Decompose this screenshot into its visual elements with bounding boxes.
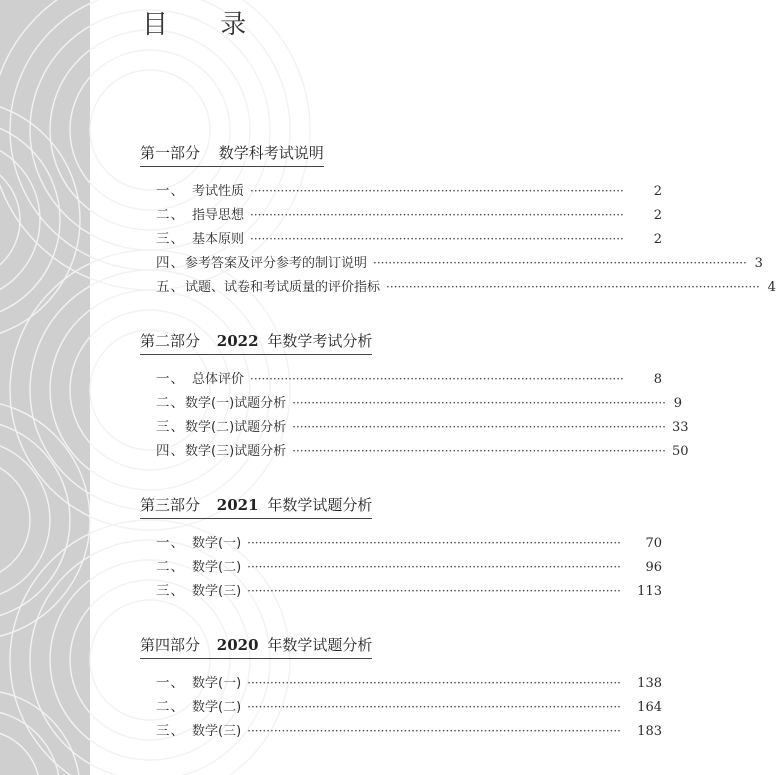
arc-pattern-graphic — [0, 0, 90, 775]
entry-number: 四、 — [156, 443, 185, 459]
section-title: 年数学试题分析 — [267, 496, 373, 514]
section-title: 年数学试题分析 — [267, 636, 373, 654]
entry-title: 数学(三) — [192, 584, 242, 599]
entry-title: 总体评价 — [192, 372, 245, 387]
entry-title: 数学(三) — [192, 724, 242, 739]
section-part-label: 第一部分 — [140, 144, 201, 162]
entry-number: 五、 — [156, 279, 185, 295]
toc-entry[interactable] — [140, 367, 662, 391]
toc-section-part-2 — [140, 330, 689, 463]
section-part-label: 第三部分 — [140, 496, 201, 514]
dot-leader: ·································································································· — [292, 420, 666, 434]
entry-title: 数学(三)试题分析 — [185, 444, 287, 459]
dot-leader: ·································································································· — [247, 584, 621, 598]
section-header[interactable] — [140, 634, 372, 659]
toc-entry[interactable] — [140, 179, 662, 203]
toc-section-part-4 — [140, 634, 662, 743]
toc-entry[interactable] — [140, 579, 662, 603]
dot-leader: ·································································································· — [247, 700, 621, 714]
toc-entry[interactable] — [140, 719, 662, 743]
toc-entry[interactable] — [140, 671, 662, 695]
entry-number: 一、 — [156, 183, 185, 199]
dot-leader: ·································································································· — [373, 256, 747, 270]
toc-entry-list — [140, 531, 662, 603]
entry-number: 二、 — [156, 395, 185, 411]
entry-page-number: 9 — [673, 396, 682, 411]
entry-title: 试题、试卷和考试质量的评价指标 — [185, 280, 381, 295]
toc-entry[interactable] — [140, 439, 689, 463]
entry-page-number: 3 — [754, 256, 763, 271]
entry-page-number: 70 — [645, 536, 662, 551]
section-year: 2022 — [216, 332, 259, 350]
page-title: 目 录 — [142, 10, 269, 40]
entry-page-number: 164 — [637, 700, 662, 715]
entry-page-number: 33 — [671, 420, 689, 435]
dot-leader: ·································································································· — [386, 280, 760, 294]
toc-entry-list — [140, 367, 689, 463]
entry-number: 二、 — [156, 699, 185, 715]
entry-page-number: 183 — [637, 724, 662, 739]
entry-number: 一、 — [156, 371, 185, 387]
dot-leader: ·································································································· — [292, 444, 666, 458]
entry-number: 一、 — [156, 675, 185, 691]
entry-page-number: 2 — [653, 232, 662, 247]
toc-entry-list — [140, 179, 776, 299]
dot-leader: ·································································································· — [250, 372, 624, 386]
dot-leader: ·································································································· — [247, 676, 621, 690]
toc-section-part-3 — [140, 494, 662, 603]
entry-page-number: 2 — [653, 208, 662, 223]
entry-number: 三、 — [156, 419, 185, 435]
dot-leader: ·································································································· — [247, 724, 621, 738]
entry-title: 指导思想 — [192, 208, 245, 223]
entry-title: 数学(一)试题分析 — [185, 396, 287, 411]
dot-leader: ·································································································· — [250, 208, 624, 222]
toc-entry[interactable] — [140, 227, 662, 251]
section-header[interactable] — [140, 142, 324, 167]
entry-number: 二、 — [156, 559, 185, 575]
toc-entry[interactable] — [140, 251, 763, 275]
toc-entry[interactable] — [140, 275, 776, 299]
entry-title: 数学(一) — [192, 536, 242, 551]
entry-title: 数学(一) — [192, 676, 242, 691]
entry-page-number: 2 — [653, 184, 662, 199]
entry-page-number: 50 — [671, 444, 689, 459]
entry-page-number: 96 — [645, 560, 662, 575]
entry-title: 考试性质 — [192, 184, 245, 199]
entry-title: 基本原则 — [192, 232, 245, 247]
toc-entry[interactable] — [140, 695, 662, 719]
section-part-label: 第二部分 — [140, 332, 201, 350]
section-header[interactable] — [140, 494, 372, 519]
dot-leader: ·································································································· — [247, 560, 621, 574]
entry-number: 二、 — [156, 207, 185, 223]
dot-leader: ·································································································· — [250, 232, 624, 246]
entry-page-number: 138 — [637, 676, 662, 691]
toc-entry-list — [140, 671, 662, 743]
entry-number: 四、 — [156, 255, 185, 271]
dot-leader: ·································································································· — [292, 396, 666, 410]
toc-section-part-1 — [140, 142, 776, 299]
entry-number: 三、 — [156, 583, 185, 599]
entry-page-number: 113 — [637, 584, 662, 599]
dot-leader: ·································································································· — [250, 184, 624, 198]
entry-title: 数学(二) — [192, 700, 242, 715]
toc-entry[interactable] — [140, 531, 662, 555]
section-year: 2021 — [216, 496, 259, 514]
section-part-label: 第四部分 — [140, 636, 201, 654]
entry-page-number: 4 — [767, 280, 776, 295]
section-header[interactable] — [140, 330, 372, 355]
entry-title: 数学(二)试题分析 — [185, 420, 287, 435]
entry-title: 参考答案及评分参考的制订说明 — [185, 256, 368, 271]
decorative-side-band — [0, 0, 90, 775]
entry-title: 数学(二) — [192, 560, 242, 575]
entry-number: 一、 — [156, 535, 185, 551]
entry-number: 三、 — [156, 723, 185, 739]
toc-entry[interactable] — [140, 555, 662, 579]
entry-number: 三、 — [156, 231, 185, 247]
section-title: 数学科考试说明 — [218, 144, 324, 162]
section-title: 年数学考试分析 — [267, 332, 373, 350]
toc-entry[interactable] — [140, 415, 689, 439]
section-year: 2020 — [216, 636, 259, 654]
toc-entry[interactable] — [140, 391, 682, 415]
dot-leader: ·································································································· — [247, 536, 621, 550]
entry-page-number: 8 — [653, 372, 662, 387]
toc-entry[interactable] — [140, 203, 662, 227]
